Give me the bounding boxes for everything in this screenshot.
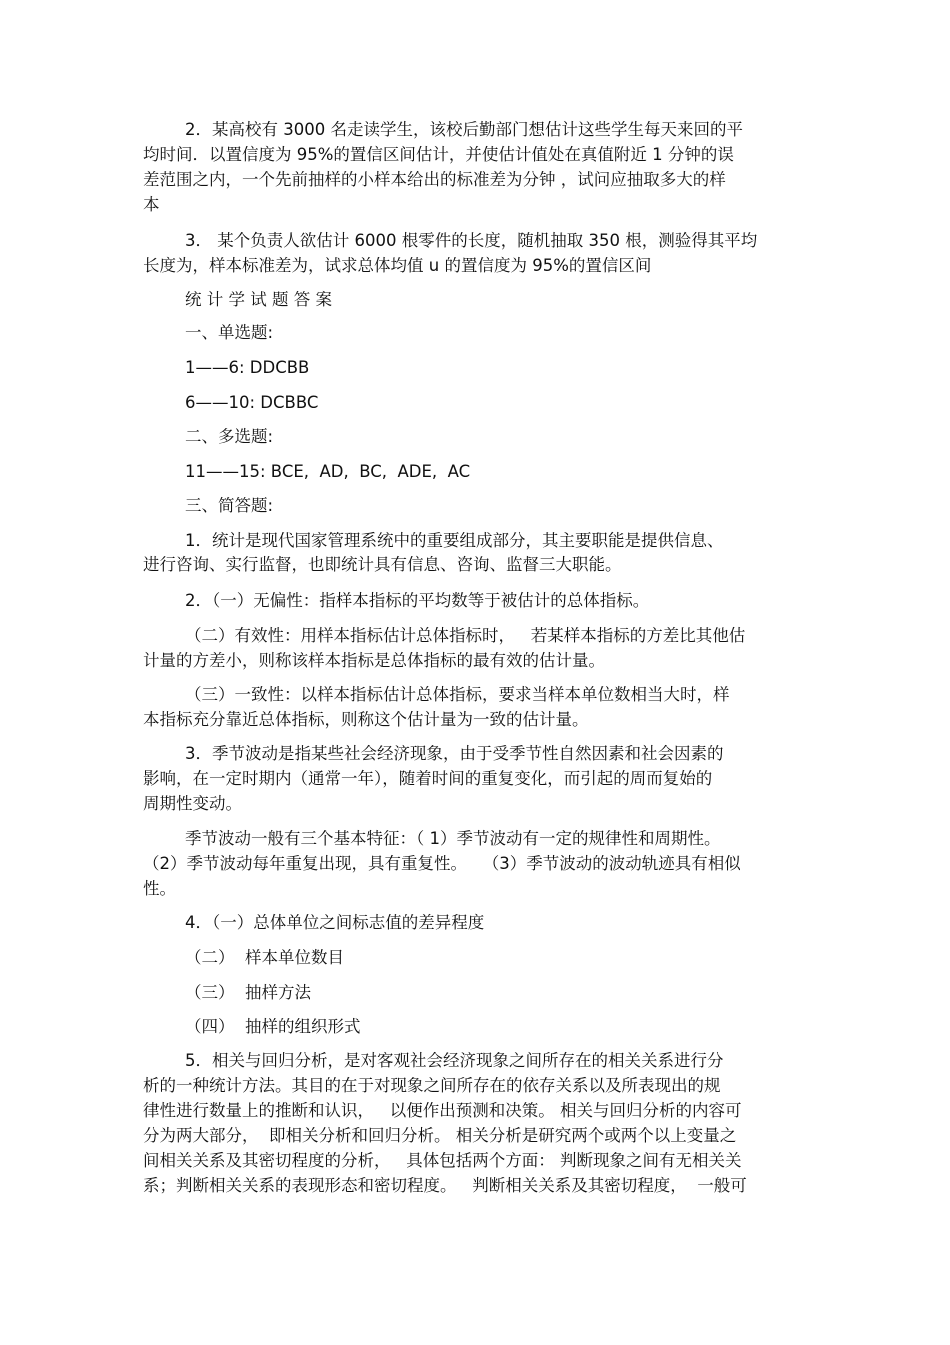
problem-2-line-4: 本 — [143, 195, 160, 214]
problem-2-line-2: 均时间．以置信度为 95%的置信区间估计，并使估计值处在真值附近 1 分钟的误 — [143, 145, 734, 164]
answer-4-item-2: （二） 样本单位数目 — [185, 948, 344, 967]
answer-4-item-1: 4．（一）总体单位之间标志值的差异程度 — [185, 913, 485, 932]
section-2-heading: 二、多选题: — [185, 427, 274, 446]
answer-2-efficiency-line-2: 计量的方差小，则称该样本指标是总体指标的最有效的估计量。 — [143, 651, 605, 670]
answers-title: 统 计 学 试 题 答 案 — [185, 290, 332, 309]
answer-4-item-4: （四） 抽样的组织形式 — [185, 1017, 361, 1036]
section-1-heading: 一、单选题: — [185, 323, 274, 342]
answer-5-line-6: 系；判断相关关系的表现形态和密切程度。 判断相关关系及其密切程度， 一般可 — [143, 1176, 747, 1195]
answer-1-line-2: 进行咨询、实行监督，也即统计具有信息、咨询、监督三大职能。 — [143, 555, 622, 574]
answer-5-line-1: 5．相关与回归分析，是对客观社会经济现象之间所存在的相关关系进行分 — [185, 1051, 724, 1070]
answer-3-features-line-1: 季节波动一般有三个基本特征：（ 1）季节波动有一定的规律性和周期性。 — [185, 829, 721, 848]
answer-3-line-2: 影响，在一定时期内（通常一年），随着时间的重复变化，而引起的周而复始的 — [143, 769, 713, 788]
answer-3-features-line-2: （2）季节波动每年重复出现，具有重复性。 （3）季节波动的波动轨迹具有相似 — [143, 854, 741, 873]
answer-5-line-3: 律性进行数量上的推断和认识， 以便作出预测和决策。 相关与回归分析的内容可 — [143, 1101, 742, 1120]
answer-2-unbiasedness: 2．（一）无偏性：指样本指标的平均数等于被估计的总体指标。 — [185, 591, 650, 610]
section-3-heading: 三、简答题: — [185, 496, 274, 515]
answer-5-line-5: 间相关关系及其密切程度的分析， 具体包括两个方面： 判断现象之间有无相关关 — [143, 1151, 742, 1170]
problem-2-line-3: 差范围之内，一个先前抽样的小样本给出的标准差为分钟 ，试问应抽取多大的样 — [143, 170, 726, 189]
problem-3-line-1: 3． 某个负责人欲估计 6000 根零件的长度，随机抽取 350 根，测验得其平均 — [185, 231, 758, 250]
problem-2-line-1: 2．某高校有 3000 名走读学生，该校后勤部门想估计这些学生每天来回的平 — [185, 120, 743, 139]
single-choice-answers-2: 6——10: DCBBC — [185, 393, 319, 412]
answer-2-consistency-line-1: （三）一致性：以样本指标估计总体指标，要求当样本单位数相当大时，样 — [185, 685, 730, 704]
answer-4-item-3: （三） 抽样方法 — [185, 983, 311, 1002]
single-choice-answers-1: 1——6: DDCBB — [185, 358, 310, 377]
problem-3-line-2: 长度为，样本标准差为，试求总体均值 u 的置信度为 95%的置信区间 — [143, 256, 652, 275]
answer-3-features-line-3: 性。 — [143, 879, 176, 898]
answer-3-line-1: 3．季节波动是指某些社会经济现象，由于受季节性自然因素和社会因素的 — [185, 744, 724, 763]
answer-5-line-2: 析的一种统计方法。其目的在于对现象之间所存在的依存关系以及所表现出的规 — [143, 1076, 721, 1095]
answer-2-consistency-line-2: 本指标充分靠近总体指标，则称这个估计量为一致的估计量。 — [143, 710, 589, 729]
answer-2-efficiency-line-1: （二）有效性：用样本指标估计总体指标时， 若某样本指标的方差比其他估 — [185, 626, 746, 645]
answer-5-line-4: 分为两大部分， 即相关分析和回归分析。 相关分析是研究两个或两个以上变量之 — [143, 1126, 737, 1145]
multiple-choice-answers: 11——15: BCE, AD, BC, ADE, AC — [185, 462, 471, 481]
answer-3-line-3: 周期性变动。 — [143, 794, 242, 813]
answer-1-line-1: 1．统计是现代国家管理系统中的重要组成部分，其主要职能是提供信息、 — [185, 531, 724, 550]
